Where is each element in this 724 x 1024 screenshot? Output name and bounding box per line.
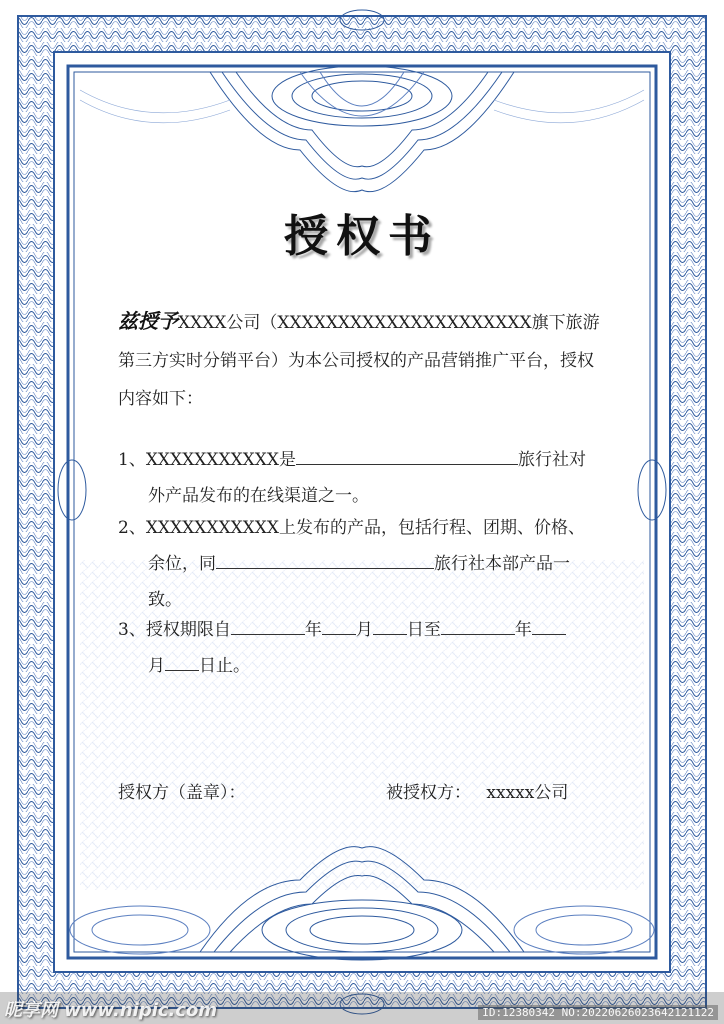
clause-3-text-a: 授权期限自 — [145, 620, 231, 640]
clause-2-number: 2、 — [118, 518, 146, 538]
grantee-label: 被授权方： — [386, 783, 471, 803]
clause-1-text-b: 旅行社对 — [517, 450, 586, 470]
grantee — [386, 778, 568, 803]
clause-2-text-b: 余位，同 — [148, 554, 216, 574]
clause-3-year2: 年 — [514, 620, 532, 640]
clause-3 — [118, 612, 618, 684]
intro-paragraph — [118, 302, 608, 418]
blank-line — [322, 614, 356, 635]
lead-label: 兹授予 — [118, 309, 178, 333]
clause-2-text-d: 致。 — [148, 590, 182, 610]
clause-2 — [118, 510, 618, 618]
clause-3-month1: 月 — [355, 620, 373, 640]
blank-line — [216, 548, 434, 569]
blank-line — [373, 614, 407, 635]
clause-1 — [118, 442, 618, 514]
clause-3-year1: 年 — [304, 620, 322, 640]
clause-1-text-a: XXXXXXXXXXX是 — [145, 450, 296, 470]
clause-2-text-a: XXXXXXXXXXX上发布的产品，包括行程、团期、价格、 — [145, 518, 585, 538]
grantor-label: 授权方（盖章）： — [118, 783, 246, 803]
blank-line — [441, 614, 515, 635]
watermark-id: ID:12380342 NO:20220626023642121122 — [478, 1005, 718, 1020]
clause-2-text-c: 旅行社本部产品一 — [434, 554, 570, 574]
clause-3-month2: 月 — [148, 656, 165, 676]
clause-1-number: 1、 — [118, 450, 146, 470]
clause-1-text-c: 外产品发布的在线渠道之一。 — [148, 486, 369, 506]
blank-line — [231, 614, 305, 635]
clause-3-number: 3、 — [118, 620, 146, 640]
blank-line — [532, 614, 566, 635]
grantee-value: xxxxx公司 — [486, 783, 569, 803]
blank-line — [165, 650, 199, 671]
watermark-site: 昵享网 www.nipic.com — [4, 1000, 218, 1021]
blank-line — [296, 444, 518, 465]
clause-3-day1: 日至 — [406, 620, 441, 640]
document-title: 授权书 — [284, 211, 440, 262]
clause-3-end: 日止。 — [199, 656, 250, 676]
intro-text: XXXX公司（XXXXXXXXXXXXXXXXXXXXX旗下旅游第三方实时分销平台）为本公司授权的产品营销推广平台，授权内容如下： — [118, 313, 600, 409]
